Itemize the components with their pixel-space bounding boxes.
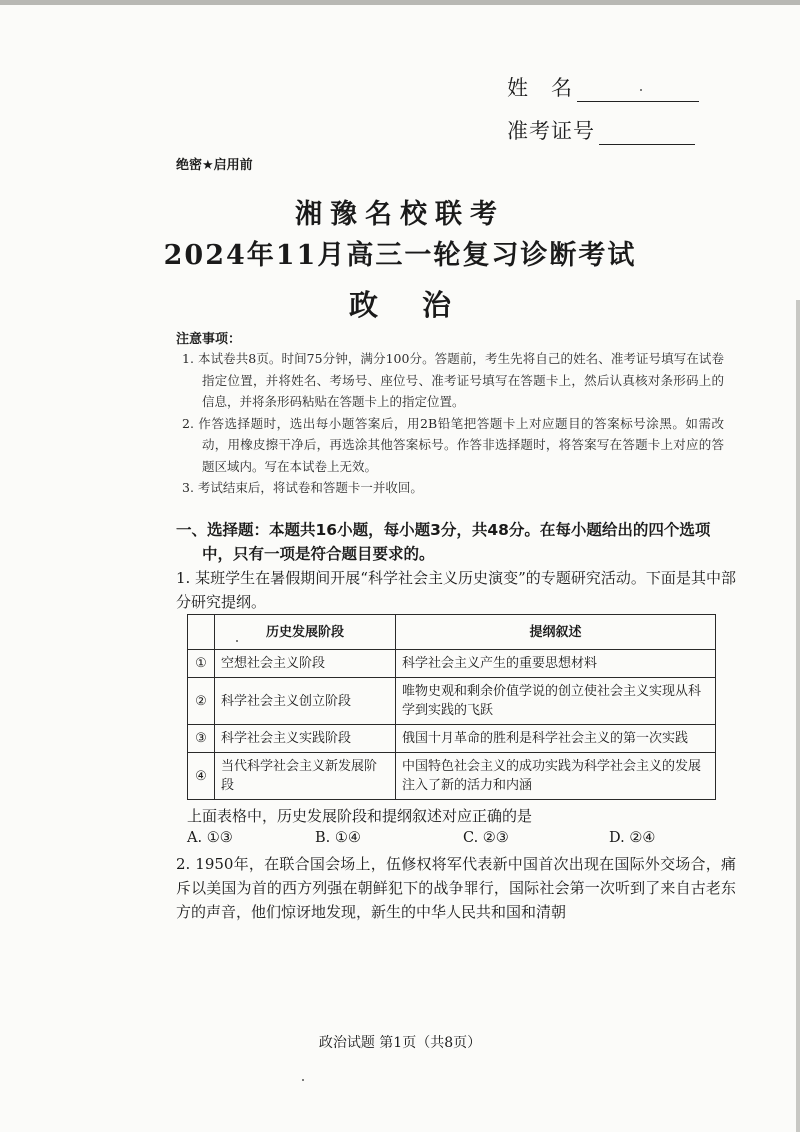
table-header-stage: 历史发展阶段 <box>215 615 396 650</box>
table-header-row <box>188 615 716 650</box>
row-number: ② <box>188 678 215 725</box>
scan-speck <box>302 1079 304 1081</box>
exam-id-label: 准考证号 <box>507 119 595 143</box>
outline-table <box>187 614 716 800</box>
row-number: ① <box>188 650 215 678</box>
notes-list <box>176 348 724 499</box>
scan-right-edge <box>796 300 800 1132</box>
name-label: 姓 名 <box>507 76 573 100</box>
note-item: 2. 作答选择题时，选出每小题答案后，用2B铅笔把答题卡上对应题目的答案标号涂黑。如需改动，用橡皮擦干净后，再选涂其他答案标号。作答非选择题时，将答案写在答题卡上对应的答题区域内。写在本试卷上无效。 <box>182 415 724 474</box>
row-stage: 科学社会主义创立阶段 <box>215 678 396 725</box>
notes-heading: 注意事项： <box>176 332 242 347</box>
exam-org-title: 湘豫名校联考 <box>295 199 505 230</box>
scan-speck <box>640 89 642 91</box>
table-row <box>188 650 716 678</box>
scan-top-edge <box>0 0 800 5</box>
subject-title: 政治 <box>348 288 495 322</box>
exam-id-blank[interactable] <box>599 144 695 145</box>
section-heading <box>176 518 736 566</box>
row-stage: 当代科学社会主义新发展阶段 <box>215 753 396 800</box>
row-stage: 科学社会主义实践阶段 <box>215 725 396 753</box>
name-field <box>507 72 699 102</box>
page-footer: 政治试题 第1页（共8页） <box>318 1035 482 1051</box>
option-d[interactable]: D. ②④ <box>609 830 656 846</box>
option-c[interactable]: C. ②③ <box>463 830 509 846</box>
exam-id-field <box>507 115 695 145</box>
secret-mark: 绝密★启用前 <box>176 158 253 173</box>
row-stage: 空想社会主义阶段 <box>215 650 396 678</box>
option-b[interactable]: B. ①④ <box>315 830 361 846</box>
row-outline: 唯物史观和剩余价值学说的创立使社会主义实现从科学到实践的飞跃 <box>396 678 716 725</box>
exam-title: 2024年11月高三一轮复习诊断考试 <box>163 240 637 271</box>
section-heading-line2: 中，只有一项是符合题目要求的。 <box>202 545 435 563</box>
note-item: 1. 本试卷共8页。时间75分钟，满分100分。答题前，考生先将自己的姓名、准考证号填写在试卷指定位置，并将姓名、考场号、座位号、准考证号填写在答题卡上，然后认真核对条形码上的信息，并将条形码粘贴在答题卡上的指定位置。 <box>182 351 724 409</box>
row-outline: 科学社会主义产生的重要思想材料 <box>396 650 716 678</box>
row-number: ③ <box>188 725 215 753</box>
table-header-num <box>188 615 215 650</box>
row-number: ④ <box>188 753 215 800</box>
name-blank[interactable] <box>577 101 699 102</box>
table-row <box>188 725 716 753</box>
table-row <box>188 753 716 800</box>
row-outline: 中国特色社会主义的成功实践为科学社会主义的发展注入了新的活力和内涵 <box>396 753 716 800</box>
scan-speck <box>236 640 238 642</box>
table-row <box>188 678 716 725</box>
table-header-outline: 提纲叙述 <box>396 615 716 650</box>
section-heading-line1: 一、选择题：本题共16小题，每小题3分，共48分。在每小题给出的四个选项 <box>176 521 711 539</box>
note-item: 3. 考试结束后，将试卷和答题卡一并收回。 <box>182 480 423 495</box>
row-outline: 俄国十月革命的胜利是科学社会主义的第一次实践 <box>396 725 716 753</box>
question-1-prompt: 上面表格中，历史发展阶段和提纲叙述对应正确的是 <box>187 807 533 825</box>
option-a[interactable]: A. ①③ <box>187 830 233 846</box>
question-1-stem: 1. 某班学生在暑假期间开展“科学社会主义历史演变”的专题研究活动。下面是其中部分研究提纲。 <box>176 569 736 611</box>
question-2-stem: 2. 1950年，在联合国会场上，伍修权将军代表新中国首次出现在国际外交场合，痛斥以美国为首的西方列强在朝鲜犯下的战争罪行，国际社会第一次听到了来自古老东方的声音，他们惊讶地发现，新生的中华人民共和国和清朝 <box>176 855 736 921</box>
